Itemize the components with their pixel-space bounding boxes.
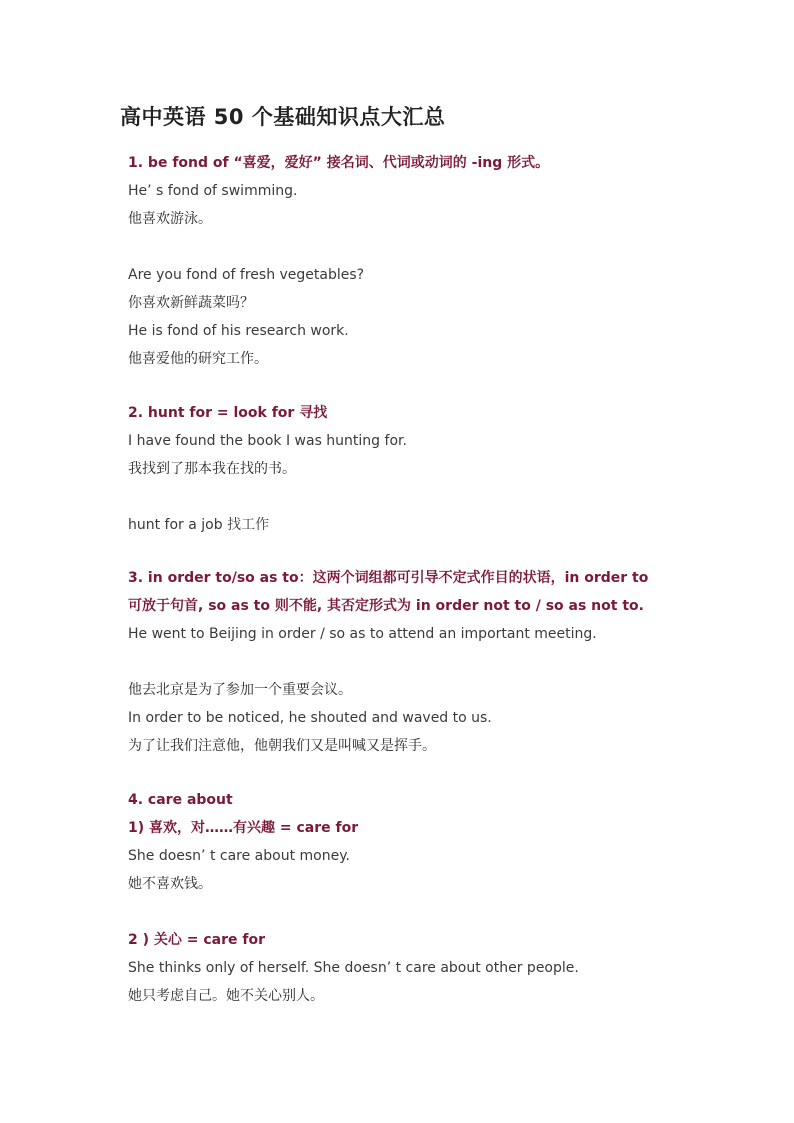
example-english: She doesn’ t care about money. bbox=[128, 848, 350, 864]
example-chinese: 他去北京是为了参加一个重要会议。 bbox=[128, 682, 352, 698]
example-english: hunt for a job 找工作 bbox=[128, 517, 270, 533]
example-chinese: 他喜欢游泳。 bbox=[128, 211, 212, 227]
example-english: Are you fond of fresh vegetables? bbox=[128, 267, 365, 283]
point-4-heading: 4. care about bbox=[128, 792, 233, 808]
example-chinese: 她不喜欢钱。 bbox=[128, 876, 212, 892]
point-3-heading-continued: 可放于句首, so as to 则不能, 其否定形式为 in order not to / so as not to. bbox=[128, 598, 644, 614]
point-4-sub-1-heading: 1) 喜欢，对……有兴趣 = care for bbox=[128, 820, 359, 836]
example-english: He is fond of his research work. bbox=[128, 323, 349, 339]
example-chinese: 她只考虑自己。她不关心别人。 bbox=[128, 988, 324, 1004]
example-english: She thinks only of herself. She doesn’ t care about other people. bbox=[128, 960, 579, 976]
example-english: In order to be noticed, he shouted and waved to us. bbox=[128, 710, 492, 726]
point-2-heading: 2. hunt for = look for 寻找 bbox=[128, 405, 328, 421]
example-chinese: 为了让我们注意他，他朝我们又是叫喊又是挥手。 bbox=[128, 738, 436, 754]
example-chinese: 我找到了那本我在找的书。 bbox=[128, 461, 296, 477]
point-3-heading: 3. in order to/so as to：这两个词组都可引导不定式作目的状语，in order to bbox=[128, 570, 649, 586]
example-english: He’ s fond of swimming. bbox=[128, 183, 298, 199]
point-1-heading: 1. be fond of “喜爱，爱好” 接名词、代词或动词的 -ing 形式。 bbox=[128, 155, 550, 171]
example-english: I have found the book I was hunting for. bbox=[128, 433, 407, 449]
example-chinese: 你喜欢新鲜蔬菜吗？ bbox=[128, 295, 254, 311]
point-4-sub-2-heading: 2 ) 关心 = care for bbox=[128, 932, 265, 948]
page-title: 高中英语 50 个基础知识点大汇总 bbox=[120, 105, 446, 129]
example-chinese: 他喜爱他的研究工作。 bbox=[128, 351, 268, 367]
example-english: He went to Beijing in order / so as to attend an important meeting. bbox=[128, 626, 597, 642]
